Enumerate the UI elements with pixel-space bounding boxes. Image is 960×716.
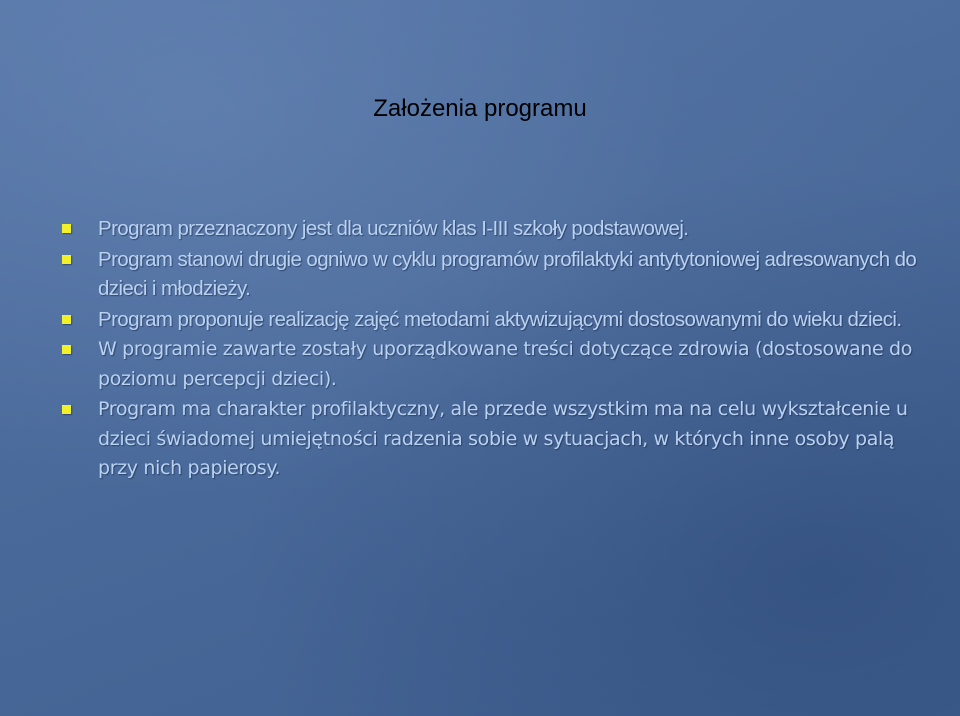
bullet-text: Program przeznaczony jest dla uczniów klas I-III szkoły podstawowej. xyxy=(98,217,689,240)
square-bullet-icon xyxy=(62,315,71,324)
bullet-item xyxy=(62,214,922,244)
bullet-item xyxy=(62,305,922,335)
bullet-item xyxy=(62,335,922,394)
bullet-text: Program ma charakter profilaktyczny, ale przede wszystkim ma na celu wykształcenie u dzieci świadomej umiejętności radzenia sobie w sytuacjach, w których inne osoby palą przy nich papierosy. xyxy=(98,398,908,479)
bullet-text: Program stanowi drugie ogniwo w cyklu programów profilaktyki antytytoniowej adresowanych do dzieci i młodzieży. xyxy=(98,247,917,300)
square-bullet-icon xyxy=(62,345,71,354)
square-bullet-icon xyxy=(62,405,71,414)
square-bullet-icon xyxy=(62,255,71,264)
slide-title: Założenia programu xyxy=(373,95,587,122)
bullet-text: W programie zawarte zostały uporządkowane treści dotyczące zdrowia (dostosowane do poziomu percepcji dzieci). xyxy=(98,338,913,390)
bullet-item xyxy=(62,245,922,304)
square-bullet-icon xyxy=(62,224,71,233)
bullet-item xyxy=(62,395,922,484)
bullet-text: Program proponuje realizację zajęć metodami aktywizującymi dostosowanymi do wieku dzieci. xyxy=(98,307,902,331)
bullet-list xyxy=(62,214,922,485)
